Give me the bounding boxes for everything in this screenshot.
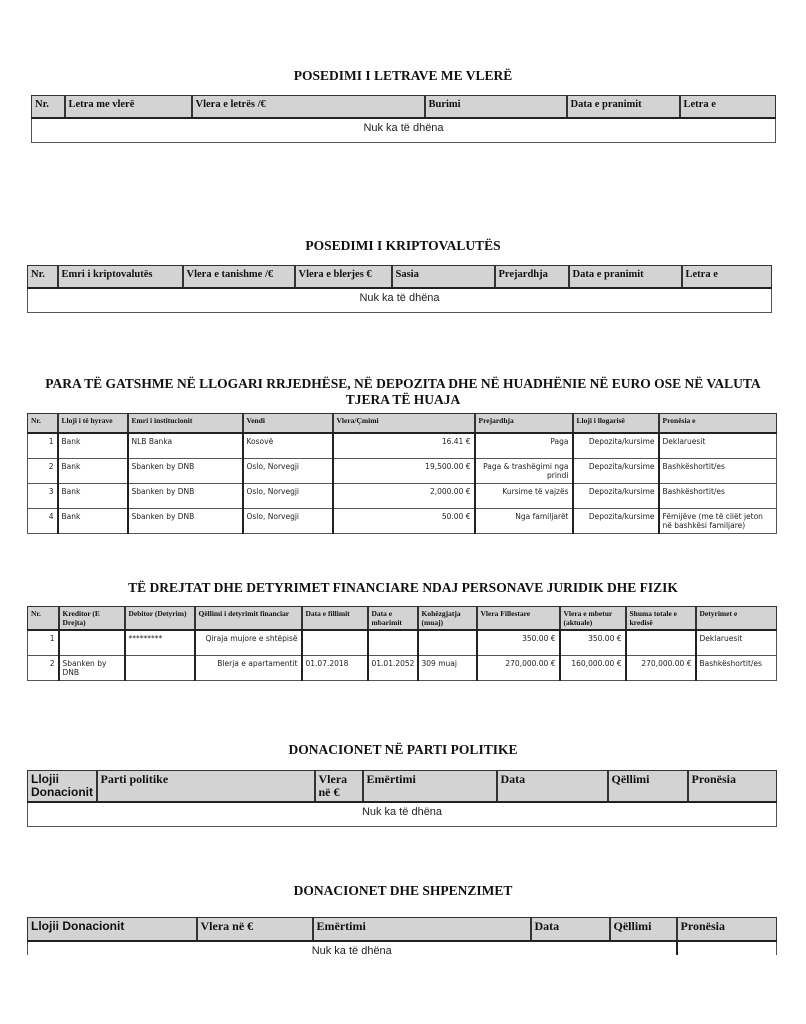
col-header: Detyrimet e xyxy=(696,607,777,631)
origin: Nga familjarët xyxy=(475,509,573,534)
col-header: Data e pranimit xyxy=(569,266,682,289)
section-donations-expenses xyxy=(0,883,806,899)
obligations-table xyxy=(27,606,777,681)
country: Oslo, Norvegji xyxy=(243,509,333,534)
account-type: Depozita/kursime xyxy=(573,433,659,459)
creditor: Sbanken by DNB xyxy=(59,656,125,681)
col-header: Emri i kriptovalutës xyxy=(58,266,183,289)
origin: Paga & trashëgimi nga prindi xyxy=(475,459,573,484)
total-credit xyxy=(626,630,696,656)
row-number: 3 xyxy=(28,484,58,509)
col-header: Pronësia xyxy=(677,918,777,942)
col-header: Vlera e mbetur (aktuale) xyxy=(560,607,626,631)
col-header: Llojii Donacionit xyxy=(28,918,197,942)
value: 50.00 € xyxy=(333,509,475,534)
table-row xyxy=(28,288,772,313)
ownership: Bashkëshortit/es xyxy=(659,484,777,509)
ownership: Bashkëshortit/es xyxy=(659,459,777,484)
country: Oslo, Norvegji xyxy=(243,459,333,484)
col-header: Sasia xyxy=(392,266,495,289)
col-header: Vlera në € xyxy=(315,771,363,803)
col-header: Letra e xyxy=(682,266,772,289)
col-header: Data xyxy=(531,918,610,942)
institution-name: Sbanken by DNB xyxy=(128,484,243,509)
table-header-row xyxy=(28,266,772,289)
income-type: Bank xyxy=(58,459,128,484)
income-type: Bank xyxy=(58,484,128,509)
letters-table xyxy=(31,95,776,143)
col-header: Qëllimi i detyrimit financiar xyxy=(195,607,302,631)
col-header: Vlera në € xyxy=(197,918,313,942)
col-header: Emërtimi xyxy=(363,771,497,803)
table-row xyxy=(28,802,777,827)
start-date: 01.07.2018 xyxy=(302,656,368,681)
col-header: Qëllimi xyxy=(610,918,677,942)
section-title: DONACIONET NË PARTI POLITIKE xyxy=(288,742,518,757)
col-header: Debitor (Detyrim) xyxy=(125,607,195,631)
country: Kosovë xyxy=(243,433,333,459)
institution-name: NLB Banka xyxy=(128,433,243,459)
section-title: POSEDIMI I KRIPTOVALUTËS xyxy=(305,238,501,253)
empty-cell xyxy=(677,941,777,955)
institution-name: Sbanken by DNB xyxy=(128,459,243,484)
row-number: 1 xyxy=(28,433,58,459)
col-header: Letra e xyxy=(680,96,776,119)
col-header: Vlera e letrës /€ xyxy=(192,96,425,119)
country: Oslo, Norvegji xyxy=(243,484,333,509)
col-header: Prejardhja xyxy=(495,266,569,289)
row-number: 4 xyxy=(28,509,58,534)
row-number: 1 xyxy=(28,630,59,656)
origin: Kursime të vajzës xyxy=(475,484,573,509)
col-header: Parti politike xyxy=(97,771,315,803)
section-title: POSEDIMI I LETRAVE ME VLERË xyxy=(293,68,513,83)
value: 19,500.00 € xyxy=(333,459,475,484)
section-party-donations xyxy=(0,742,806,758)
table-row xyxy=(28,459,777,484)
col-header: Pronësia e xyxy=(659,414,777,434)
section-letters-of-value xyxy=(0,68,806,84)
col-header: Vlera/Çmimi xyxy=(333,414,475,434)
table-row xyxy=(28,941,777,955)
col-header: Vendi xyxy=(243,414,333,434)
col-header: Pronësia xyxy=(688,771,777,803)
col-header: Vlera e blerjes € xyxy=(295,266,392,289)
col-header: Lloji i llogarisë xyxy=(573,414,659,434)
no-data-message: Nuk ka të dhëna xyxy=(28,802,777,827)
section-financial-obligations xyxy=(0,580,806,596)
account-type: Depozita/kursime xyxy=(573,484,659,509)
section-title: DONACIONET DHE SHPENZIMET xyxy=(293,883,513,898)
institution-name: Sbanken by DNB xyxy=(128,509,243,534)
col-header: Emërtimi xyxy=(313,918,531,942)
total-credit: 270,000.00 € xyxy=(626,656,696,681)
no-data-message: Nuk ka të dhëna xyxy=(28,941,677,955)
origin: Paga xyxy=(475,433,573,459)
obligor: Bashkëshortit/es xyxy=(696,656,777,681)
income-type: Bank xyxy=(58,509,128,534)
col-header: Burimi xyxy=(425,96,567,119)
income-type: Bank xyxy=(58,433,128,459)
col-header: Letra me vlerë xyxy=(65,96,192,119)
debtor xyxy=(125,656,195,681)
col-header: Prejardhja xyxy=(475,414,573,434)
col-header: Nr. xyxy=(28,607,59,631)
initial-value: 350.00 € xyxy=(477,630,560,656)
end-date xyxy=(368,630,418,656)
table-header-row xyxy=(28,607,777,631)
party-donations-table xyxy=(27,770,777,827)
table-row xyxy=(28,433,777,459)
account-type: Depozita/kursime xyxy=(573,459,659,484)
col-header: Data e pranimit xyxy=(567,96,680,119)
remaining-value: 350.00 € xyxy=(560,630,626,656)
table-row xyxy=(28,509,777,534)
col-header: Nr. xyxy=(28,414,58,434)
col-header: Emri i institucionit xyxy=(128,414,243,434)
remaining-value: 160,000.00 € xyxy=(560,656,626,681)
table-header-row xyxy=(28,918,777,942)
table-header-row xyxy=(28,414,777,434)
col-header: Vlera Fillestare xyxy=(477,607,560,631)
row-number: 2 xyxy=(28,656,59,681)
purpose: Blerja e apartamentit xyxy=(195,656,302,681)
section-cash-deposits xyxy=(0,376,806,408)
table-row xyxy=(28,630,777,656)
ownership: Fëmijëve (me të cilët jeton në bashkësi familjare) xyxy=(659,509,777,534)
col-header: Shuma totale e kredisë xyxy=(626,607,696,631)
row-number: 2 xyxy=(28,459,58,484)
crypto-table xyxy=(27,265,772,313)
creditor xyxy=(59,630,125,656)
section-title: PARA TË GATSHME NË LLOGARI RRJEDHËSE, NË DEPOZITA DHE NË HUADHËNIE NË EURO OSE NË VALUTA TJERA TË HUAJA xyxy=(45,376,761,407)
table-row xyxy=(28,656,777,681)
debtor: ********* xyxy=(125,630,195,656)
table-row xyxy=(32,118,776,143)
start-date xyxy=(302,630,368,656)
col-header: Data xyxy=(497,771,608,803)
cash-table xyxy=(27,413,777,534)
obligor: Deklaruesit xyxy=(696,630,777,656)
value: 16.41 € xyxy=(333,433,475,459)
no-data-message: Nuk ka të dhëna xyxy=(28,288,772,313)
no-data-message: Nuk ka të dhëna xyxy=(32,118,776,143)
purpose: Qiraja mujore e shtëpisë xyxy=(195,630,302,656)
account-type: Depozita/kursime xyxy=(573,509,659,534)
col-header: Vlera e tanishme /€ xyxy=(183,266,295,289)
section-crypto xyxy=(0,238,806,254)
table-header-row xyxy=(32,96,776,119)
value: 2,000.00 € xyxy=(333,484,475,509)
table-header-row xyxy=(28,771,777,803)
col-header: Data e fillimit xyxy=(302,607,368,631)
section-title: TË DREJTAT DHE DETYRIMET FINANCIARE NDAJ PERSONAVE JURIDIK DHE FIZIK xyxy=(128,580,678,595)
col-header: Llojii Donacionit xyxy=(28,771,97,803)
end-date: 01.01.2052 xyxy=(368,656,418,681)
duration xyxy=(418,630,477,656)
col-header: Nr. xyxy=(28,266,58,289)
col-header: Qëllimi xyxy=(608,771,688,803)
col-header: Data e mbarimit xyxy=(368,607,418,631)
initial-value: 270,000.00 € xyxy=(477,656,560,681)
col-header: Kohëzgjatja (muaj) xyxy=(418,607,477,631)
table-row xyxy=(28,484,777,509)
ownership: Deklaruesit xyxy=(659,433,777,459)
col-header: Nr. xyxy=(32,96,65,119)
col-header: Lloji i të hyrave xyxy=(58,414,128,434)
donations-expenses-table xyxy=(27,917,777,955)
duration: 309 muaj xyxy=(418,656,477,681)
col-header: Kreditor (E Drejta) xyxy=(59,607,125,631)
